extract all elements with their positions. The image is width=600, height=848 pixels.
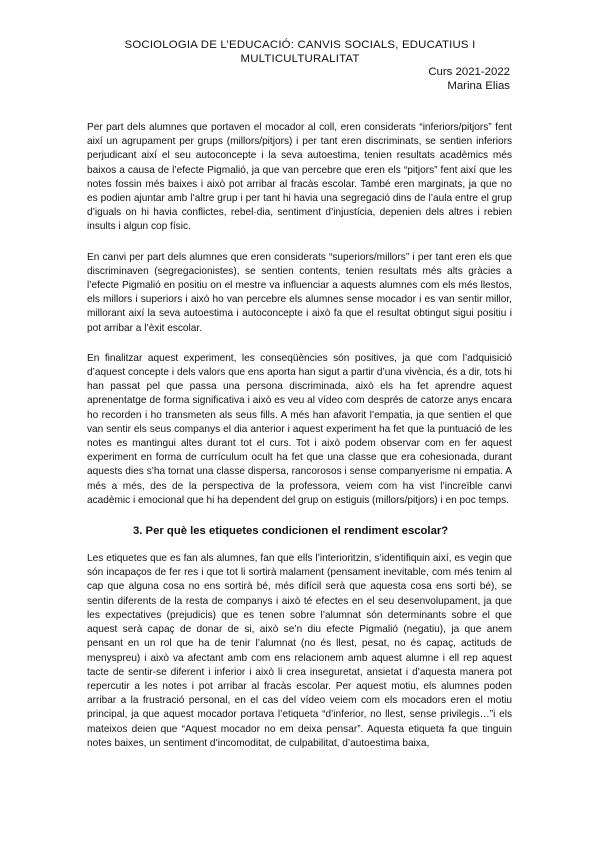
body-paragraph: Per part dels alumnes que portaven el mocador al coll, eren considerats “inferiors/pitjors” fent així un agrupament per grups (millors/pitjors) i per tant eren discriminats, se sentien inferiors perjudicant així el seu autoconcepte i la seva autoestima, tenien resultats acadèmics més baixos a causa de l’efecte Pigmalió, ja que van percebre que eren els “pitjors” fent així que les notes fossin més baixes i això pot arribar al fracàs escolar. També eren marginats, ja que no es podien ajuntar amb l’altre grup i per tant hi havia una segregació dins de l’aula entre el grup d’iguals on hi havia conflictes, rebel·dia, sentiment d’injustícia, depenien dels altres i rebien insults i algun cop físic. xyxy=(87,122,512,233)
document-header-meta xyxy=(428,65,510,93)
course-year: Curs 2021-2022 xyxy=(428,66,510,78)
section-heading: 3. Per què les etiquetes condicionen el rendiment escolar? xyxy=(133,525,449,538)
author-name: Marina Elias xyxy=(447,80,510,92)
body-paragraph: En finalitzar aquest experiment, les conseqüències són positives, ja que com l’adquisició d’aquest concepte i dels valors que ens aporta han sigut a partir d’una vivència, és a dir, tots hi han passat pel que passa una persona discriminada, això els ha fet aprendre aquest aprenentatge de forma significativa i això es veu al vídeo com després de catorze anys encara ho recorden i ho transmeten als seus fills. A més han afavorit l’empatia, ja que sentien el que van sentir els seus companys el dia anterior i aquest experiment ha fet que la puntuació de les notes es mantingui altes durant tot el curs. Tot i això podem observar com en fer aquest experiment en forma de currículum ocult ha fet que una classe que era cohesionada, durant aquests dies s’ha tornat una classe dispersa, rancorosos i sense companyerisme ni empatia. A més a més, des de la perspectiva de la professora, veiem com ha vist l’increïble canvi acadèmic i emocional que hi ha dependent del grup on estiguis (millors/pitjors) i en poc temps. xyxy=(87,352,512,506)
body-paragraph: En canvi per part dels alumnes que eren considerats “superiors/millors” i per tant eren els que discriminaven (segregacionistes), se sentien contents, tenien resultats més alts gràcies a l’efecte Pigmalió en positiu on el mestre va influenciar a aquests alumnes com els més llestos, els millors i superiors i això ho van percebre els alumnes sense mocador i es van sentir millor, millorant així la seva autoestima i autoconcepte i això fa que el resultat obtingut sigui positiu i pot arribar a l’èxit escolar. xyxy=(87,251,512,334)
section-paragraph: Les etiquetes que es fan als alumnes, fan que ells l’interioritzin, s’identifiquin així, es vegin que són incapaços de fer res i que tot li sortirà malament (pensament inevitable, com més tenim al cap que alguna cosa no ens sortirà bé, més difícil serà que aquesta cosa ens sorti bé), se sentin diferents de la resta de companys i això té efectes en el seu desenvolupament, ja que les expectatives (prejudicis) que es tenen sobre l’alumnat són determinants sobre el que aquest serà capaç de donar de si, això se’n diu efecte Pigmalió (negatiu), ja que anem pensant en un rol que ha de tenir l’alumnat (no és llest, pesat, no és capaç, actituds de menyspreu) i això va afectant amb com ens relacionem amb aquest alumne i ell rep aquest tacte de sentir-se diferent i inferior i això li crea inseguretat, ansietat i d’aquesta manera pot repercutir a les notes i pot arribar al fracàs escolar. Per aquest motiu, els alumnes poden arribar a la frustració personal, en el cas del vídeo veiem com els mocadors eren el motiu principal, ja que aquest mocador portava l’etiqueta “d’inferior, no llest, sense privilegis…”i els mateixos deien que “Aquest mocador no em deixa pensar”. Aquesta etiqueta fa que tinguin notes baixes, un sentiment d’incomoditat, de culpabilitat, d’autoestima baixa, xyxy=(87,553,512,749)
document-header-title: SOCIOLOGIA DE L’EDUCACIÓ: CANVIS SOCIALS, EDUCATIUS I MULTICULTURALITAT xyxy=(124,39,476,65)
document-body xyxy=(87,121,512,751)
